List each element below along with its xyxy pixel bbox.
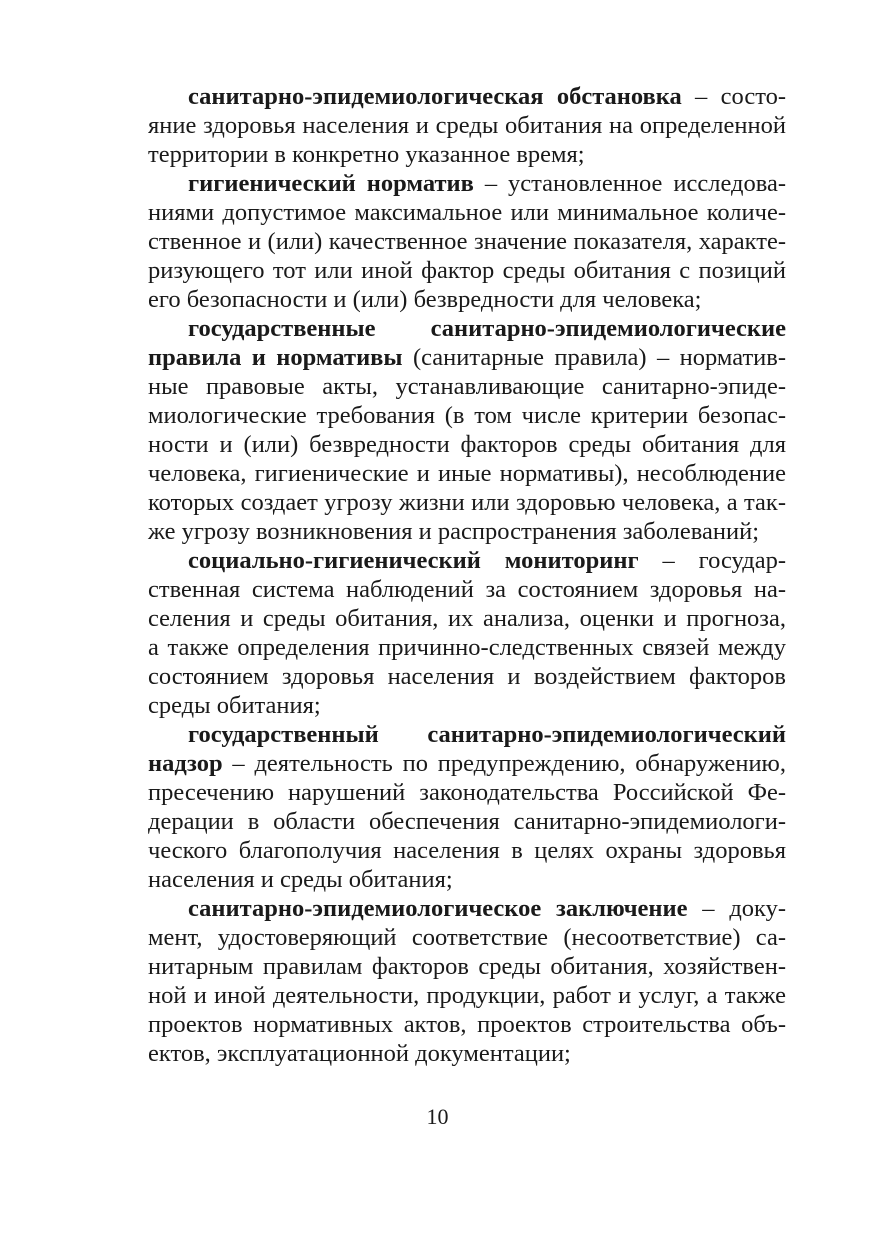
paragraph-first-line bbox=[148, 894, 786, 923]
definition-text: ности и (или) безвредности факторов среды обитания для bbox=[148, 431, 786, 458]
definition-text: пресечению нарушений законодательства Российской Фе- bbox=[148, 779, 786, 806]
definition-text: его безопасности и (или) безвредности для человека; bbox=[148, 286, 702, 313]
definition-text: человека, гигиенические и иные нормативы), несоблюдение bbox=[148, 460, 786, 487]
definition-text: мент, удостоверяющий соответствие (несоответствие) са- bbox=[148, 924, 786, 951]
paragraph-line bbox=[148, 517, 786, 546]
paragraph-line bbox=[148, 865, 786, 894]
paragraph-line bbox=[148, 1039, 786, 1068]
paragraph-line bbox=[148, 227, 786, 256]
definition-text: нитарным правилам факторов среды обитания, хозяйствен- bbox=[148, 953, 786, 980]
definition-text: миологические требования (в том числе критерии безопас- bbox=[148, 402, 786, 429]
paragraph-line bbox=[148, 198, 786, 227]
definition-text: ственная система наблюдений за состоянием здоровья на- bbox=[148, 576, 786, 603]
paragraph-line bbox=[148, 691, 786, 720]
paragraph-line bbox=[148, 662, 786, 691]
paragraph-line bbox=[148, 981, 786, 1010]
definition-text: селения и среды обитания, их анализа, оценки и прогноза, bbox=[148, 605, 786, 632]
paragraph-first-line bbox=[148, 169, 786, 198]
definition-text: ниями допустимое максимальное или минимальное количе- bbox=[148, 199, 786, 226]
body-text bbox=[148, 82, 786, 1068]
defined-term: санитарно-эпидемиологическое заключение bbox=[188, 895, 688, 922]
definition-text: состоянием здоровья населения и воздействием факторов bbox=[148, 663, 786, 690]
definition-paragraph bbox=[148, 720, 786, 894]
paragraph-line bbox=[148, 575, 786, 604]
definition-paragraph bbox=[148, 314, 786, 546]
definition-text: а также определения причинно-следственных связей между bbox=[148, 634, 786, 661]
defined-term: социально-гигиенический мониторинг bbox=[188, 547, 639, 574]
definition-text: – состо- bbox=[681, 83, 786, 110]
paragraph-line bbox=[148, 140, 786, 169]
defined-term: государственный санитарно-эпидемиологический bbox=[188, 721, 786, 748]
definition-text: дерации в области обеспечения санитарно-эпидемиологи- bbox=[148, 808, 786, 835]
paragraph-first-line bbox=[148, 314, 786, 343]
definition-text: ственное и (или) качественное значение показателя, характе- bbox=[148, 228, 786, 255]
definition-text: населения и среды обитания; bbox=[148, 866, 453, 893]
paragraph-first-line bbox=[148, 546, 786, 575]
paragraph-line bbox=[148, 633, 786, 662]
definition-text: ектов, эксплуатационной документации; bbox=[148, 1040, 571, 1067]
definition-text: территории в конкретно указанное время; bbox=[148, 141, 585, 168]
definition-text: – доку- bbox=[687, 895, 786, 922]
definition-text: ризующего тот или иной фактор среды обитания с позиций bbox=[148, 257, 786, 284]
definition-text: среды обитания; bbox=[148, 692, 321, 719]
definition-paragraph bbox=[148, 82, 786, 169]
definition-text: ные правовые акты, устанавливающие санитарно-эпиде- bbox=[148, 373, 786, 400]
definition-text: яние здоровья населения и среды обитания на определенной bbox=[148, 112, 786, 139]
definition-paragraph bbox=[148, 894, 786, 1068]
paragraph-first-line bbox=[148, 82, 786, 111]
paragraph-line bbox=[148, 807, 786, 836]
definition-text: ной и иной деятельности, продукции, работ и услуг, а также bbox=[148, 982, 786, 1009]
defined-term: гигиенический норматив bbox=[188, 170, 474, 197]
definition-text: которых создает угрозу жизни или здоровью человека, а так- bbox=[148, 489, 786, 516]
paragraph-line bbox=[148, 430, 786, 459]
paragraph-line bbox=[148, 372, 786, 401]
page-number: 10 bbox=[426, 1104, 449, 1129]
paragraph-line bbox=[148, 459, 786, 488]
definition-text: – государ- bbox=[638, 547, 786, 574]
paragraph-line bbox=[148, 111, 786, 140]
paragraph-line bbox=[148, 256, 786, 285]
definition-paragraph bbox=[148, 546, 786, 720]
defined-term: государственные санитарно-эпидемиологические bbox=[188, 315, 786, 342]
definition-text: (санитарные правила) – норматив- bbox=[402, 344, 786, 371]
definition-text: – деятельность по предупреждению, обнаружению, bbox=[222, 750, 786, 777]
definition-text: проектов нормативных актов, проектов строительства объ- bbox=[148, 1011, 786, 1038]
paragraph-line bbox=[148, 285, 786, 314]
paragraph-line bbox=[148, 749, 786, 778]
paragraph-first-line bbox=[148, 720, 786, 749]
paragraph-line bbox=[148, 604, 786, 633]
definition-text: – установленное исследова- bbox=[473, 170, 786, 197]
defined-term: правила и нормативы bbox=[148, 344, 403, 371]
paragraph-line bbox=[148, 401, 786, 430]
paragraph-line bbox=[148, 343, 786, 372]
defined-term: санитарно-эпидемиологическая обстановка bbox=[188, 83, 682, 110]
paragraph-line bbox=[148, 488, 786, 517]
definition-paragraph bbox=[148, 169, 786, 314]
definition-text: же угрозу возникновения и распространения заболеваний; bbox=[148, 518, 760, 545]
defined-term: надзор bbox=[148, 750, 223, 777]
paragraph-line bbox=[148, 836, 786, 865]
paragraph-line bbox=[148, 923, 786, 952]
paragraph-line bbox=[148, 1010, 786, 1039]
definition-text: ческого благополучия населения в целях охраны здоровья bbox=[148, 837, 786, 864]
paragraph-line bbox=[148, 778, 786, 807]
paragraph-line bbox=[148, 952, 786, 981]
